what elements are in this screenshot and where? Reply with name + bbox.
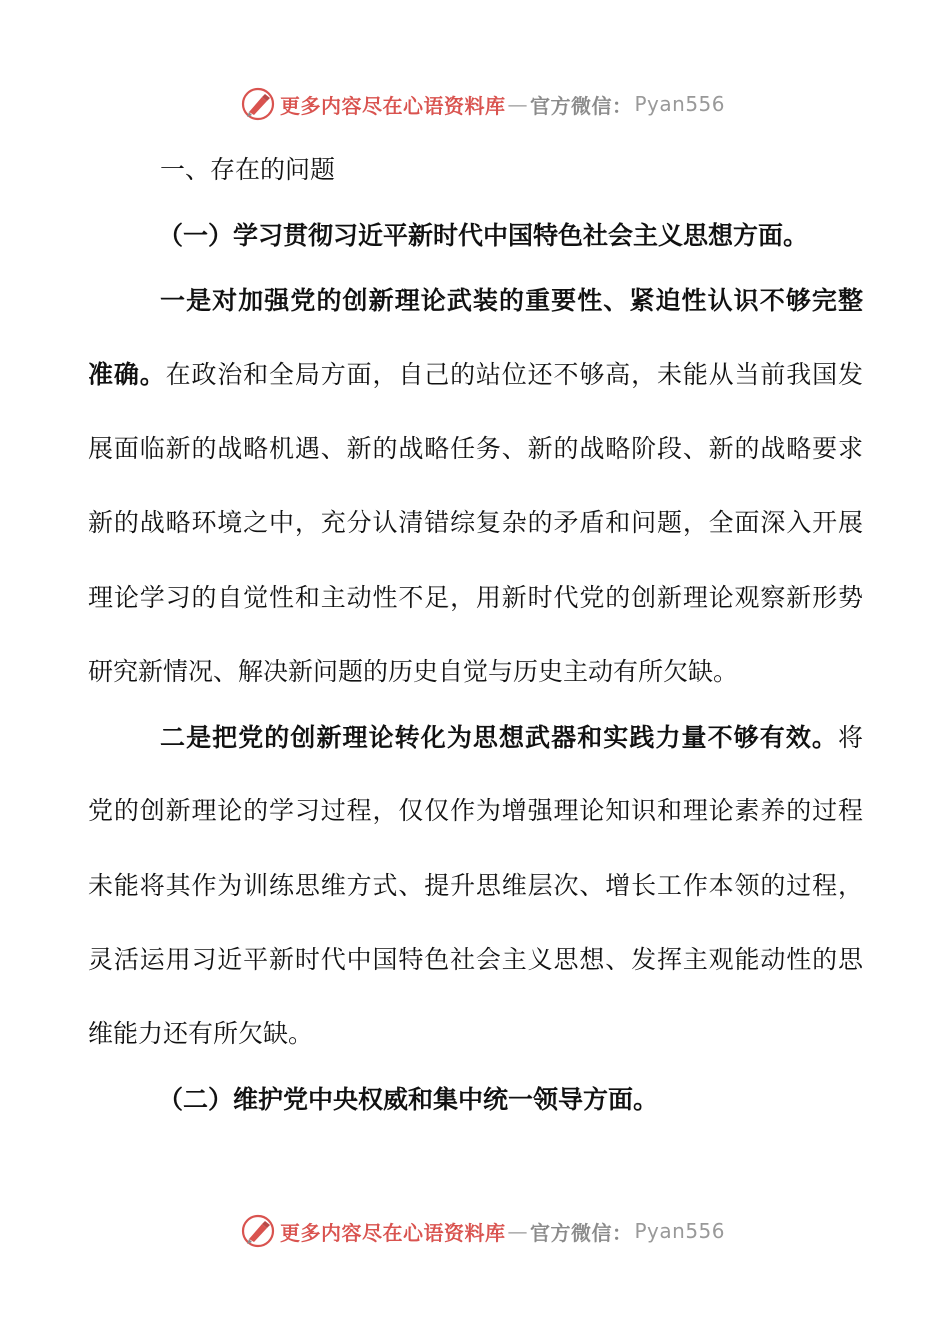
watermark-text: 更多内容尽在心语资料库 <box>280 1220 506 1245</box>
watermark-id: Pyan556 <box>634 1219 726 1243</box>
watermark-dash: — <box>507 92 528 116</box>
p2-line1 <box>160 718 863 758</box>
p1-bold-line2: 准确。 <box>88 360 166 389</box>
p1-line4: 新的战略环境之中，充分认清错综复杂的矛盾和问题，全面深入开展 <box>88 508 863 537</box>
section1-title: （一）学习贯彻习近平新时代中国特色社会主义思想方面。 <box>158 221 809 250</box>
watermark-dash: — <box>507 1219 528 1243</box>
p2-line1-rest: 将 <box>837 723 863 752</box>
watermark-header <box>240 84 725 124</box>
p2-line2: 党的创新理论的学习过程，仅仅作为增强理论知识和理论素养的过程 <box>88 796 863 825</box>
p1-bold-line1: 一是对加强党的创新理论武装的重要性、紧迫性认识不够完整 <box>160 286 863 315</box>
watermark-label: 官方微信： <box>530 1220 633 1245</box>
pen-logo-icon <box>240 86 276 122</box>
p1-line2-rest: 在政治和全局方面，自己的站位还不够高，未能从当前我国发 <box>165 360 863 389</box>
watermark-id: Pyan556 <box>634 92 726 116</box>
p2-line4: 灵活运用习近平新时代中国特色社会主义思想、发挥主观能动性的思 <box>88 945 863 974</box>
section2-title: （二）维护党中央权威和集中统一领导方面。 <box>158 1085 659 1114</box>
pen-logo-icon <box>240 1213 276 1249</box>
watermark-label: 官方微信： <box>530 93 633 118</box>
p2-line5: 维能力还有所欠缺。 <box>88 1019 314 1048</box>
p1-line2 <box>88 355 863 395</box>
p2-line3: 未能将其作为训练思维方式、提升思维层次、增长工作本领的过程， <box>88 871 863 900</box>
watermark-footer <box>240 1211 725 1251</box>
watermark-text: 更多内容尽在心语资料库 <box>280 93 506 118</box>
p2-bold: 二是把党的创新理论转化为思想武器和实践力量不够有效。 <box>160 723 838 752</box>
p1-line3: 展面临新的战略机遇、新的战略任务、新的战略阶段、新的战略要求 <box>88 434 863 463</box>
p1-line5: 理论学习的自觉性和主动性不足，用新时代党的创新理论观察新形势 <box>88 583 863 612</box>
section-heading: 一、存在的问题 <box>160 155 336 184</box>
p1-line6: 研究新情况、解决新问题的历史自觉与历史主动有所欠缺。 <box>88 657 739 686</box>
